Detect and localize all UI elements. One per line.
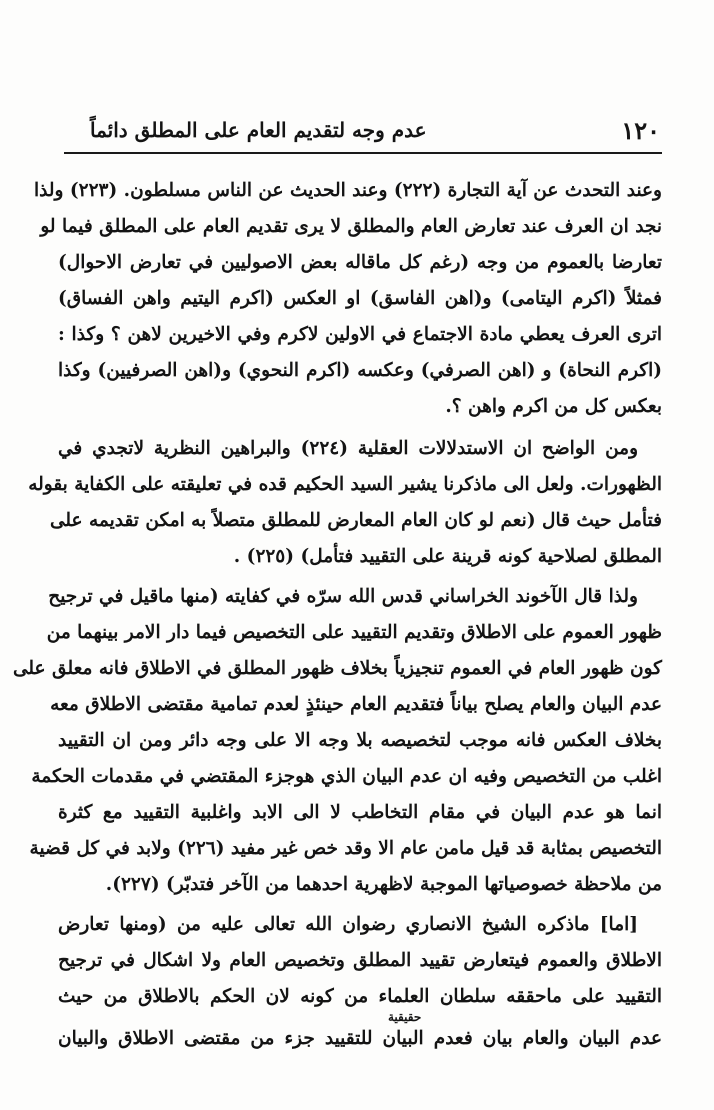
header-rule: [64, 152, 662, 154]
text-line: التخصيص بمثابة قد قيل مامن عام الا وقد خص غير مفيد (٢٢٦) ولابد في كل قضية: [29, 838, 662, 859]
text-line: التقييد على ماحققه سلطان العلماء من كونه لان الحكم بالاطلاق من حيث: [58, 986, 662, 1007]
text-line: كون ظهور العام في العموم تنجيزياً بخلاف ظهور المطلق في الاطلاق فانه معلق على: [13, 658, 662, 679]
text-line: من ملاحظة خصوصياتها الموجبة لاظهرية احدهما من الآخر فتدبّر) (٢٢٧).: [105, 874, 662, 895]
text-line: بخلاف العكس فانه موجب لتخصيصه بلا وجه الا على وجه دائر ومن ان التقييد: [58, 730, 662, 751]
text-line: الاطلاق والعموم فيتعارض تقييد المطلق وتخصيص العام ولا اشكال في ترجيح: [58, 950, 662, 971]
text-line: وعند التحدث عن آية التجارة (٢٢٢) وعند الحديث عن الناس مسلطون. (٢٢٣) ولذا: [34, 180, 662, 201]
text-line: بعكس كل من اكرم واهن ؟.: [445, 396, 662, 417]
running-title: عدم وجه لتقديم العام على المطلق دائماً: [90, 118, 427, 142]
page-number: ١٢٠: [621, 116, 660, 145]
text-line: ولذا قال الآخوند الخراساني قدس الله سرّه في كفايته (منها ماقيل في ترجيح: [48, 586, 638, 607]
text-line: عدم البيان والعام يصلح بياناً فتقديم العام حينئذٍ لعدم تمامية مقتضى الاطلاق معه: [50, 694, 662, 715]
text-line: (اكرم النحاة) و (اهن الصرفي) وعكسه (اكرم النحوي) و(اهن الصرفيين) وكذا: [58, 360, 662, 381]
text-line: المطلق لصلاحية كونه قرينة على التقييد فتأمل) (٢٢٥) .: [233, 546, 662, 567]
text-line: [اما] ماذكره الشيخ الانصاري رضوان الله تعالى عليه من (ومنها تعارض: [58, 914, 638, 935]
text-line: ومن الواضح ان الاستدلالات العقلية (٢٢٤) والبراهين النظرية لاتجدي في: [58, 438, 639, 459]
text-line: الظهورات. ولعل الى ماذكرنا يشير السيد الحكيم قده في تعليقته على الكفاية بقوله: [28, 474, 662, 495]
text-line: اترى العرف يعطي مادة الاجتماع في الاولين لاكرم وفي الاخيرين لاهن ؟ وكذا :: [58, 324, 662, 345]
text-line: فمثلاً (اكرم اليتامى) و(اهن الفاسق) او العكس (اكرم اليتيم واهن الفساق): [58, 288, 662, 309]
text-line: فتأمل حيث قال (نعم لو كان العام المعارض للمطلق متصلاً به امكن تقديمه على: [49, 510, 662, 531]
interlinear-note-text: حقيقية: [388, 1010, 422, 1024]
text-line: اغلب من التخصيص وفيه ان عدم البيان الذي هوجزء المقتضي في مقدمات الحكمة: [31, 766, 662, 787]
text-line: انما هو عدم البيان في مقام التخاطب لا الى الابد واغلبية التقييد مع كثرة: [58, 802, 662, 823]
text-line: ظهور العموم على الاطلاق وتقديم التقييد على التخصيص فيما دار الامر بينهما من: [46, 622, 662, 643]
text-line: تعارضا بالعموم من وجه (رغم كل ماقاله بعض الاصوليين في تعارض الاحوال): [58, 252, 662, 273]
page-header: [70, 112, 660, 148]
text-line: نجد ان العرف عند تعارض العام والمطلق لا يرى تقديم العام على المطلق فيما لو: [40, 216, 662, 237]
text-line: عدم البيان والعام بيان فعدم البيان للتقييد جزء من مقتضى الاطلاق والبيان: [58, 1028, 662, 1049]
